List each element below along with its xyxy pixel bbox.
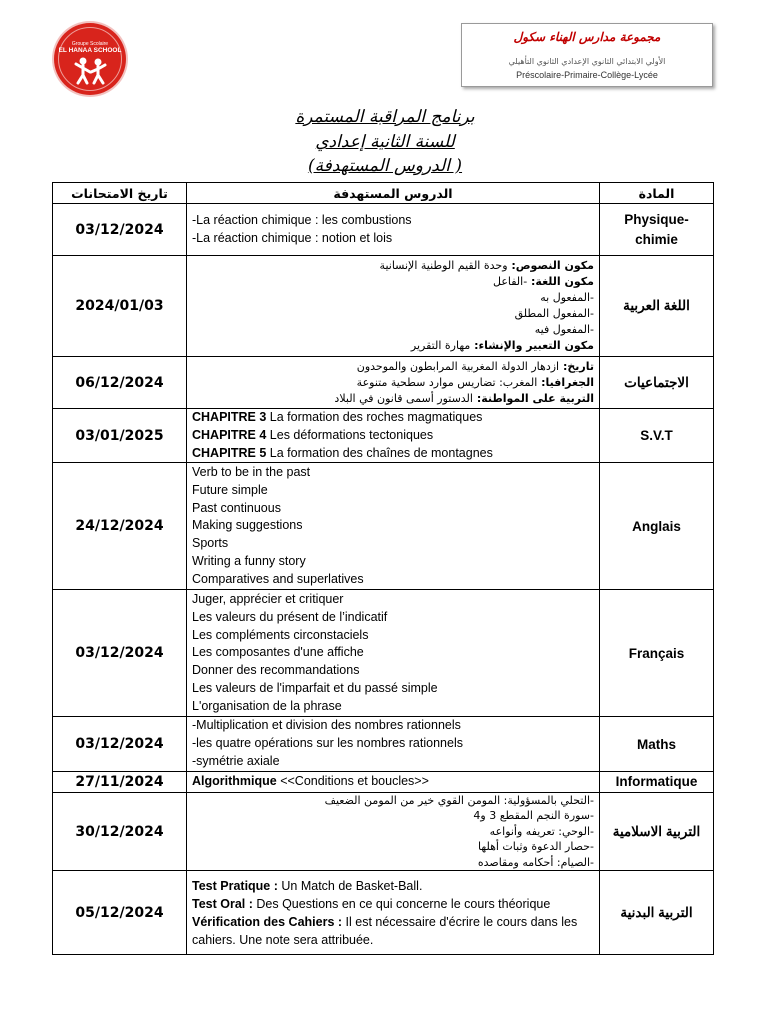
lesson-text: -المفعول به bbox=[540, 291, 594, 304]
lessons-cell bbox=[187, 204, 600, 256]
table-row bbox=[53, 717, 714, 771]
lesson-text: -المفعول المطلق bbox=[514, 307, 594, 320]
lesson-line: Les composantes d'une affiche bbox=[192, 645, 364, 660]
lesson-line: -سورة النجم المقطع 3 و4 bbox=[473, 809, 594, 823]
lesson-line: -التحلي بالمسؤولية: المومن القوي خير من المومن الضعيف bbox=[324, 793, 594, 807]
lesson-text: المغرب: تضاريس موارد سطحية متنوعة bbox=[356, 375, 538, 389]
lesson-line: Future simple bbox=[192, 482, 268, 497]
lesson-text: <<Conditions et boucles>> bbox=[276, 773, 429, 788]
lesson-line: -La réaction chimique : notion et lois bbox=[192, 230, 393, 245]
lessons-cell bbox=[187, 357, 600, 409]
school-arabic-name: مجموعة مدارس الهناء سكول bbox=[513, 30, 661, 44]
lesson-component-label: مكون اللغة: bbox=[527, 275, 594, 288]
lesson-line bbox=[192, 913, 594, 949]
table-row bbox=[53, 792, 714, 871]
lessons-cell bbox=[187, 792, 600, 871]
subject-cell: S.V.T bbox=[600, 409, 714, 463]
lesson-line: Making suggestions bbox=[192, 518, 303, 533]
subject-cell: الاجتماعيات bbox=[600, 357, 714, 409]
header-subject: المادة bbox=[600, 183, 714, 204]
subject-cell: Physique-chimie bbox=[600, 204, 714, 256]
lesson-line bbox=[192, 427, 594, 445]
subject-cell: Maths bbox=[600, 717, 714, 771]
lesson-line bbox=[192, 409, 594, 427]
table-row bbox=[53, 357, 714, 409]
logo-groupe-text: Groupe Scolaire bbox=[71, 41, 109, 47]
lesson-line: -symétrie axiale bbox=[192, 753, 280, 768]
lessons-cell bbox=[187, 590, 600, 717]
lesson-text: -المفعول فيه bbox=[534, 323, 594, 336]
exam-date-cell: 06/12/2024 bbox=[53, 357, 187, 409]
subject-cell: Informatique bbox=[600, 771, 714, 792]
lessons-cell bbox=[187, 717, 600, 771]
header-target-lessons: الدروس المستهدفة bbox=[187, 183, 600, 204]
lesson-line bbox=[192, 258, 594, 274]
lesson-line: Les valeurs de l'imparfait et du passé simple bbox=[192, 681, 438, 696]
exam-date-cell: 27/11/2024 bbox=[53, 771, 187, 792]
lesson-component-label: التربية على المواطنة: bbox=[472, 391, 594, 405]
lesson-line bbox=[192, 306, 594, 322]
subject-cell: Anglais bbox=[600, 463, 714, 590]
subject-cell: التربية الاسلامية bbox=[600, 792, 714, 871]
lesson-line bbox=[192, 274, 594, 290]
lesson-text: -الفاعل bbox=[492, 275, 528, 288]
lesson-text: وحدة القيم الوطنية الإنسانية bbox=[379, 259, 508, 272]
lesson-line bbox=[192, 445, 594, 463]
lesson-line bbox=[192, 773, 594, 791]
lesson-text: La formation des roches magmatiques bbox=[266, 410, 483, 424]
lessons-cell bbox=[187, 409, 600, 463]
exam-date-cell: 03/12/2024 bbox=[53, 717, 187, 771]
lesson-component-label: Algorithmique bbox=[192, 773, 277, 788]
lesson-line bbox=[192, 375, 594, 391]
lesson-text: Il est nécessaire d'écrire le cours dans les cahiers. Une note sera attribuée. bbox=[192, 914, 578, 947]
document-title: برنامج المراقبة المستمرة bbox=[295, 107, 475, 127]
lesson-line: Juger, apprécier et critiquer bbox=[192, 592, 344, 607]
school-logo bbox=[54, 23, 126, 95]
lesson-component-label: CHAPITRE 4 bbox=[192, 427, 267, 442]
lesson-line bbox=[192, 338, 594, 354]
lesson-line: Les valeurs du présent de l’indicatif bbox=[192, 609, 388, 624]
exam-date-cell: 05/12/2024 bbox=[53, 871, 187, 955]
lessons-cell bbox=[187, 463, 600, 590]
lesson-line: -La réaction chimique : les combustions bbox=[192, 212, 412, 227]
lesson-line: Comparatives and superlatives bbox=[192, 571, 364, 586]
school-french-levels: Préscolaire-Primaire-Collège-Lycée bbox=[516, 70, 658, 80]
exam-date-cell: 03/01/2025 bbox=[53, 409, 187, 463]
lesson-line: -حصار الدعوة وثبات أهلها bbox=[478, 840, 594, 854]
lessons-cell bbox=[187, 256, 600, 357]
exam-schedule-table bbox=[52, 182, 714, 955]
lesson-line bbox=[192, 359, 594, 375]
exam-date-cell: 24/12/2024 bbox=[53, 463, 187, 590]
school-arabic-levels: الأولي الابتدائي الثانوي الإعدادي الثانوي التأهيلي bbox=[508, 57, 666, 66]
lesson-line bbox=[192, 877, 594, 895]
lesson-component-label: CHAPITRE 3 bbox=[192, 410, 267, 424]
subject-cell: Français bbox=[600, 590, 714, 717]
lesson-component-label: الجغرافيا: bbox=[537, 375, 594, 389]
lesson-line: Verb to be in the past bbox=[192, 465, 311, 480]
lesson-component-label: CHAPITRE 5 bbox=[192, 445, 267, 460]
document-subtitle-lessons: ( الدروس المستهدفة) bbox=[307, 156, 463, 176]
lesson-line: Writing a funny story bbox=[192, 554, 306, 569]
logo-school-name: EL HANAA SCHOOL bbox=[58, 47, 122, 54]
lesson-component-label: تاريخ: bbox=[559, 359, 594, 373]
table-row bbox=[53, 590, 714, 717]
lesson-text: الدستور أسمى قانون في البلاد bbox=[334, 391, 473, 405]
lesson-text: ازدهار الدولة المغربية المرابطون والموحدون bbox=[356, 359, 560, 373]
table-row bbox=[53, 463, 714, 590]
subject-cell: التربية البدنية bbox=[600, 871, 714, 955]
lesson-text: Des Questions en ce qui concerne le cours théorique bbox=[252, 896, 551, 911]
lesson-line bbox=[192, 290, 594, 306]
lesson-line: Les compléments circonstaciels bbox=[192, 627, 369, 642]
lesson-component-label: Vérification des Cahiers : bbox=[192, 914, 343, 929]
lesson-component-label: Test Pratique : bbox=[192, 878, 278, 893]
table-header-row bbox=[53, 183, 714, 204]
exam-date-cell: 03/12/2024 bbox=[53, 204, 187, 256]
lesson-line: -les quatre opérations sur les nombres rationnels bbox=[192, 736, 463, 751]
lesson-text: La formation des chaînes de montagnes bbox=[266, 445, 493, 460]
lesson-text: Un Match de Basket-Ball. bbox=[277, 878, 423, 893]
lesson-line: L'organisation de la phrase bbox=[192, 698, 342, 713]
lessons-cell bbox=[187, 871, 600, 955]
lesson-component-label: Test Oral : bbox=[192, 896, 253, 911]
lesson-component-label: مكون التعبير والإنشاء: bbox=[470, 339, 594, 352]
lesson-line bbox=[192, 322, 594, 338]
lesson-line: Donner des recommandations bbox=[192, 663, 360, 678]
lesson-line: Sports bbox=[192, 536, 229, 551]
children-figures-icon bbox=[68, 56, 112, 86]
table-row bbox=[53, 871, 714, 955]
header-exam-date: تاريخ الامتحانات bbox=[53, 183, 187, 204]
school-header-box bbox=[461, 23, 713, 87]
lesson-text: Les déformations tectoniques bbox=[266, 427, 434, 442]
exam-date-cell: 30/12/2024 bbox=[53, 792, 187, 871]
lesson-line: -Multiplication et division des nombres rationnels bbox=[192, 718, 461, 733]
lessons-cell bbox=[187, 771, 600, 792]
lesson-component-label: مكون النصوص: bbox=[507, 259, 594, 272]
table-row bbox=[53, 256, 714, 357]
table-row bbox=[53, 409, 714, 463]
table-row bbox=[53, 204, 714, 256]
lesson-line: -الصيام: أحكامه ومقاصده bbox=[477, 855, 594, 869]
lesson-line bbox=[192, 895, 594, 913]
document-subtitle-level: للسنة الثانية إعدادي bbox=[315, 132, 455, 152]
subject-cell: اللغة العربية bbox=[600, 256, 714, 357]
exam-date-cell: 2024/01/03 bbox=[53, 256, 187, 357]
exam-date-cell: 03/12/2024 bbox=[53, 590, 187, 717]
table-row bbox=[53, 771, 714, 792]
lesson-line bbox=[192, 391, 594, 407]
lesson-line: Past continuous bbox=[192, 500, 281, 515]
lesson-line: -الوحي: تعريفه وأنواعه bbox=[489, 824, 594, 838]
lesson-text: مهارة التقرير bbox=[410, 339, 471, 352]
